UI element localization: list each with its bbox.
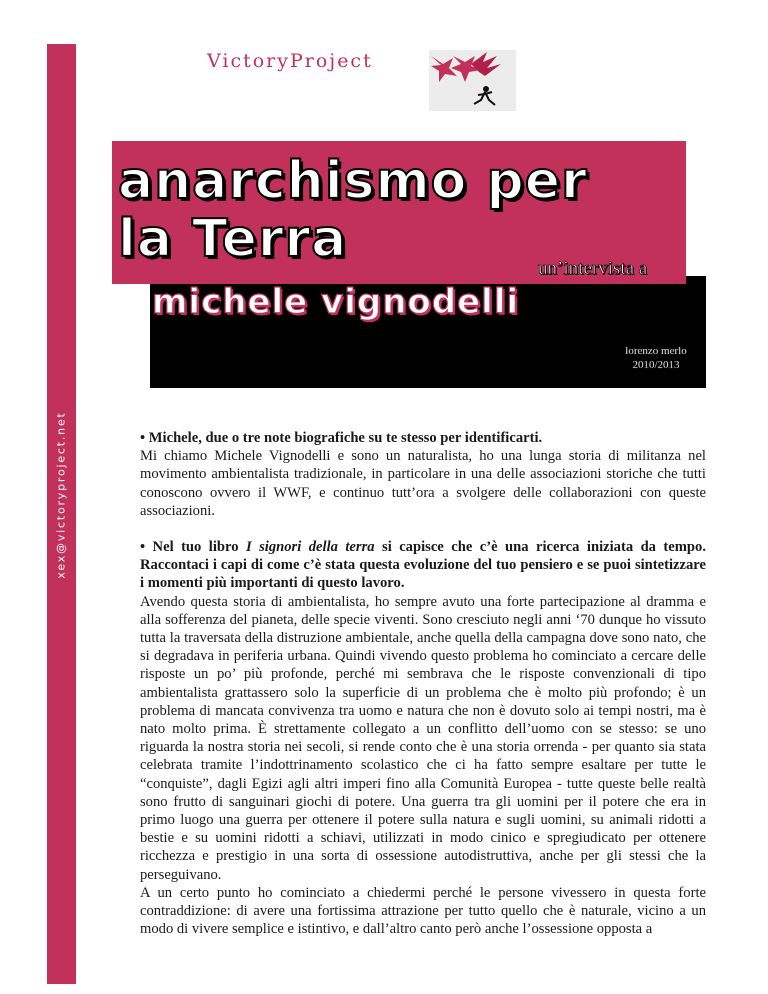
author-years: 2010/2013 bbox=[632, 359, 680, 371]
author-block bbox=[616, 344, 696, 372]
page-title bbox=[118, 152, 588, 268]
title-line-2: la Terra bbox=[118, 209, 348, 269]
author-name: lorenzo merlo bbox=[625, 345, 687, 357]
interviewee-name: michele vignodelli bbox=[152, 282, 520, 322]
logo-image bbox=[429, 50, 516, 111]
question-2 bbox=[140, 538, 706, 593]
answer-2: Avendo questa storia di ambientalista, ho sempre avuto una forte partecipazione al dramma e alla sofferenza del pianeta, delle specie viventi. Sono cresciuto negli anni ‘70 dunque ho vissuto tutta la traversata della distruzione ambientale, anche quella della campagna dove sono nato, che si degradava in periferia urbana. Quindi vivendo questo problema ho cominciato a cercare delle risposte un po’ più profonde, perché mi sembrava che le risposte convenzionali di tipo ambientalista grattassero solo la superficie di un problema che è molto più profondo; è un problema di mancata convivenza tra uomo e natura che non è dovuto solo ai tempi nostri, ma è nato molto prima. È strettamente collegato a un conflitto dell’uomo con se stesso: se uno riguarda la nostra storia nei secoli, si rende conto che è una storia orrenda - per quanto sia stata celebrata tramite l’indottrinamento scolastico che ci ha fatto sempre esaltare per tutte le “conquiste”, dagli Egizi agli altri imperi fino alla Comunità Europea - tutte queste belle realtà sono frutto di sanguinari giochi di potere. Una guerra tra gli uomini per il potere che era in primo luogo una guerra per ottenere il potere sulla natura e sugli uomini, su animali ridotti a bestie e su uomini ridotti a schiavi, utilizzati in modo cinico e spregiudicato per ottenere ricchezza e prestigio in una sorta di ossessione autodistruttiva, anche per gli stessi che la perseguivano. bbox=[140, 593, 706, 883]
title-line-1: anarchismo per bbox=[118, 151, 588, 211]
interview-body bbox=[140, 429, 706, 938]
subtitle: un’intervista a bbox=[538, 258, 648, 279]
question-1: • Michele, due o tre note biografiche su te stesso per identificarti. bbox=[140, 430, 543, 446]
answer-3: A un certo punto ho cominciato a chiedermi perché le persone vivessero in questa forte contraddizione: di avere una fortissima attrazione per tutto quello che è naturale, vicino a un modo di vivere semplice e istintivo, e dall’altro canto però anche l’ossessione opposta a bbox=[140, 884, 706, 938]
logo-text: VictoryProject bbox=[207, 50, 373, 72]
star-figure-icon bbox=[429, 50, 516, 111]
answer-1: Mi chiamo Michele Vignodelli e sono un naturalista, ho una lunga storia di militanza nel movimento ambientalista tradizionale, in particolare in una delle associazioni storiche che tutti conoscono ovvero il WWF, e continuo tutt’ora a svolgere delle collaborazioni con queste associazioni. bbox=[140, 448, 706, 519]
side-email: xex@victoryproject.net bbox=[54, 411, 68, 579]
question-2-end: si capisce che c’è una ricerca iniziata da tempo. Raccontaci i capi di come c’è stata questa evoluzione del tuo pensiero e se puoi sintetizzare i momenti più importanti di questo lavoro. bbox=[140, 539, 706, 592]
book-title: I signori della terra bbox=[245, 539, 375, 556]
question-2-start: • Nel tuo libro bbox=[140, 539, 246, 556]
